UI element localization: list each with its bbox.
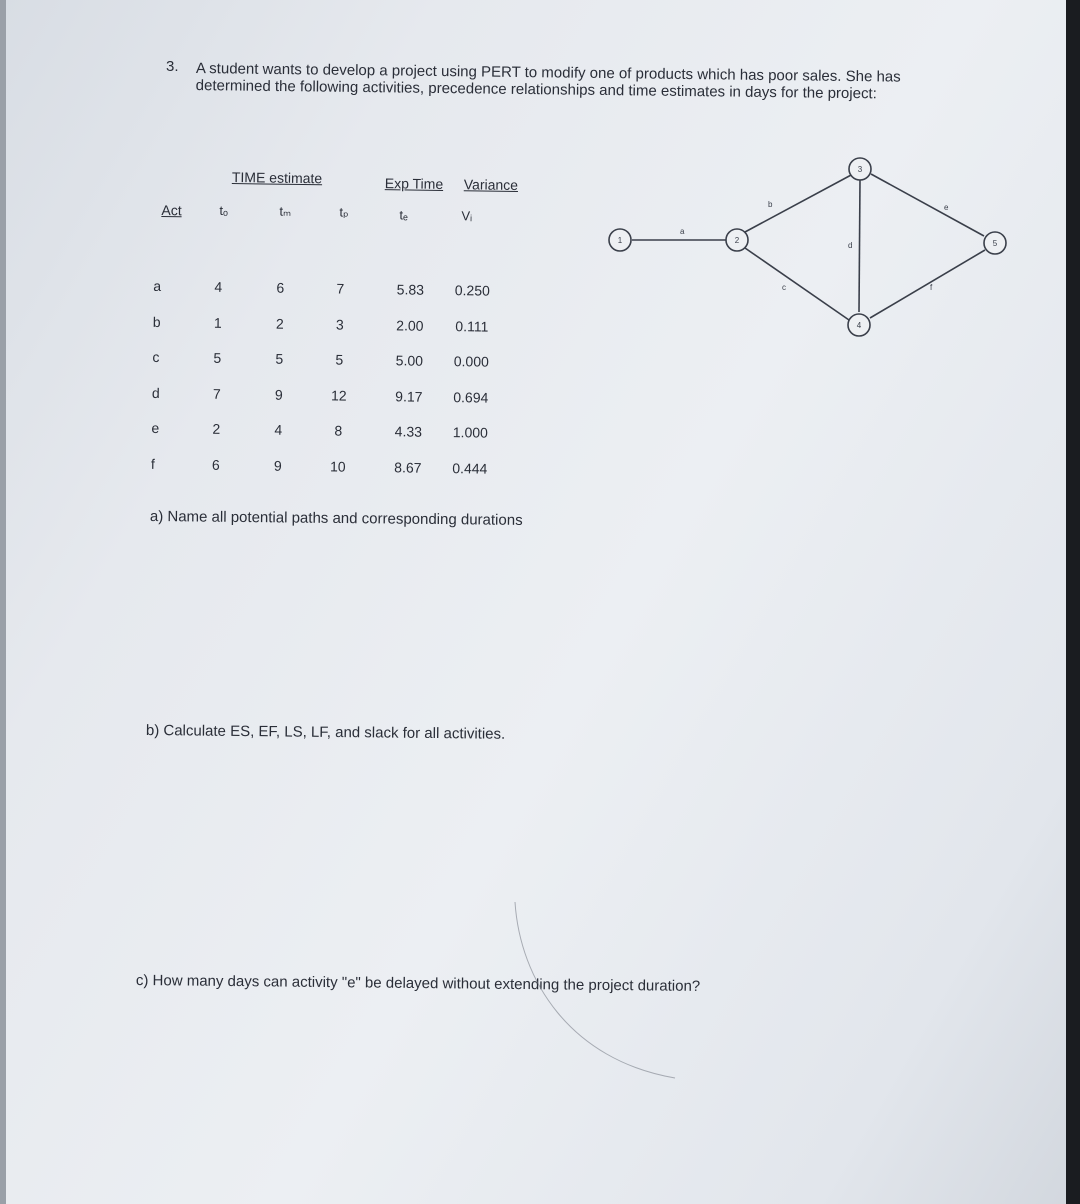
table-cell-tp: 12 xyxy=(330,386,347,404)
table-cell-te: 5.83 xyxy=(396,281,425,298)
table-cell-to: 1 xyxy=(213,314,222,331)
exp-time-header: Exp Time xyxy=(384,175,444,192)
question-text: A student wants to develop a project using PERT to modify one of products which has poor sales. She has determined the following activities, precedence relationships and time estimates in days for the project: xyxy=(195,60,901,103)
edge-d-label: d xyxy=(848,241,853,250)
table-cell-act: d xyxy=(151,384,160,401)
table-cell-vi: 0.250 xyxy=(454,282,490,299)
question-part-c: c) How many days can activity "e" be delayed without extending the project duration? xyxy=(135,972,701,995)
edge-f-label: f xyxy=(930,283,933,292)
table-cell-tp: 8 xyxy=(334,422,343,439)
edge-c-label: c xyxy=(782,283,786,292)
table-cell-tp: 3 xyxy=(335,315,344,333)
table-cell-to: 2 xyxy=(212,420,221,437)
edge-c xyxy=(745,248,849,320)
node-5-label: 5 xyxy=(992,239,998,248)
table-cell-vi: 0.444 xyxy=(452,459,488,477)
edge-f xyxy=(870,250,985,318)
to-column-header: tₒ xyxy=(219,202,229,218)
table-cell-vi: 0.694 xyxy=(453,388,489,406)
tm-column-header: tₘ xyxy=(279,203,292,219)
table-cell-act: a xyxy=(153,277,162,295)
edge-e xyxy=(871,174,984,236)
vi-column-header: Vᵢ xyxy=(461,208,473,224)
table-cell-act: c xyxy=(152,348,160,366)
te-column-header: tₑ xyxy=(399,207,408,223)
table-cell-tm: 4 xyxy=(274,421,283,438)
table-cell-act: e xyxy=(151,419,160,437)
question-part-a: a) Name all potential paths and corresponding durations xyxy=(149,508,523,529)
table-cell-to: 7 xyxy=(212,385,221,402)
table-cell-tm: 9 xyxy=(273,457,282,474)
pert-table xyxy=(0,0,602,506)
act-column-header: Act xyxy=(161,202,182,219)
table-cell-te: 5.00 xyxy=(395,352,424,369)
table-cell-te: 9.17 xyxy=(395,387,423,405)
pert-network-diagram xyxy=(600,150,1060,350)
node-4-label: 4 xyxy=(856,321,862,330)
table-cell-vi: 0.111 xyxy=(455,317,489,335)
variance-header: Variance xyxy=(463,176,519,193)
table-cell-act: b xyxy=(152,313,161,330)
table-cell-to: 5 xyxy=(213,349,222,366)
tp-column-header: tₚ xyxy=(339,204,349,220)
edge-e-label: e xyxy=(944,203,949,212)
table-cell-to: 4 xyxy=(214,278,223,295)
table-cell-tp: 10 xyxy=(329,457,346,475)
table-cell-tp: 7 xyxy=(336,280,345,297)
table-cell-te: 4.33 xyxy=(394,423,423,440)
node-2-label: 2 xyxy=(734,236,740,245)
edge-a-label: a xyxy=(680,227,685,236)
edge-b-label: b xyxy=(768,200,773,209)
node-3-label: 3 xyxy=(857,165,863,174)
photo-right-edge xyxy=(1066,0,1080,1204)
table-cell-te: 2.00 xyxy=(396,316,424,334)
edge-d xyxy=(859,180,860,312)
table-cell-te: 8.67 xyxy=(394,458,422,476)
table-cell-to: 6 xyxy=(211,456,220,473)
table-cell-tm: 9 xyxy=(274,386,283,403)
table-cell-vi: 0.000 xyxy=(453,353,489,370)
table-cell-tp: 5 xyxy=(335,351,344,368)
pen-mark-curve xyxy=(480,890,700,1090)
time-estimate-header: TIME estimate xyxy=(231,169,323,187)
table-cell-vi: 1.000 xyxy=(452,424,488,441)
table-cell-act: f xyxy=(150,455,155,472)
question-number: 3. xyxy=(166,58,179,75)
table-cell-tm: 5 xyxy=(275,350,284,367)
question-part-b: b) Calculate ES, EF, LS, LF, and slack for all activities. xyxy=(145,722,506,743)
node-1-label: 1 xyxy=(617,236,623,245)
table-cell-tm: 2 xyxy=(275,315,284,332)
edge-b xyxy=(745,174,853,232)
table-cell-tm: 6 xyxy=(276,279,285,296)
